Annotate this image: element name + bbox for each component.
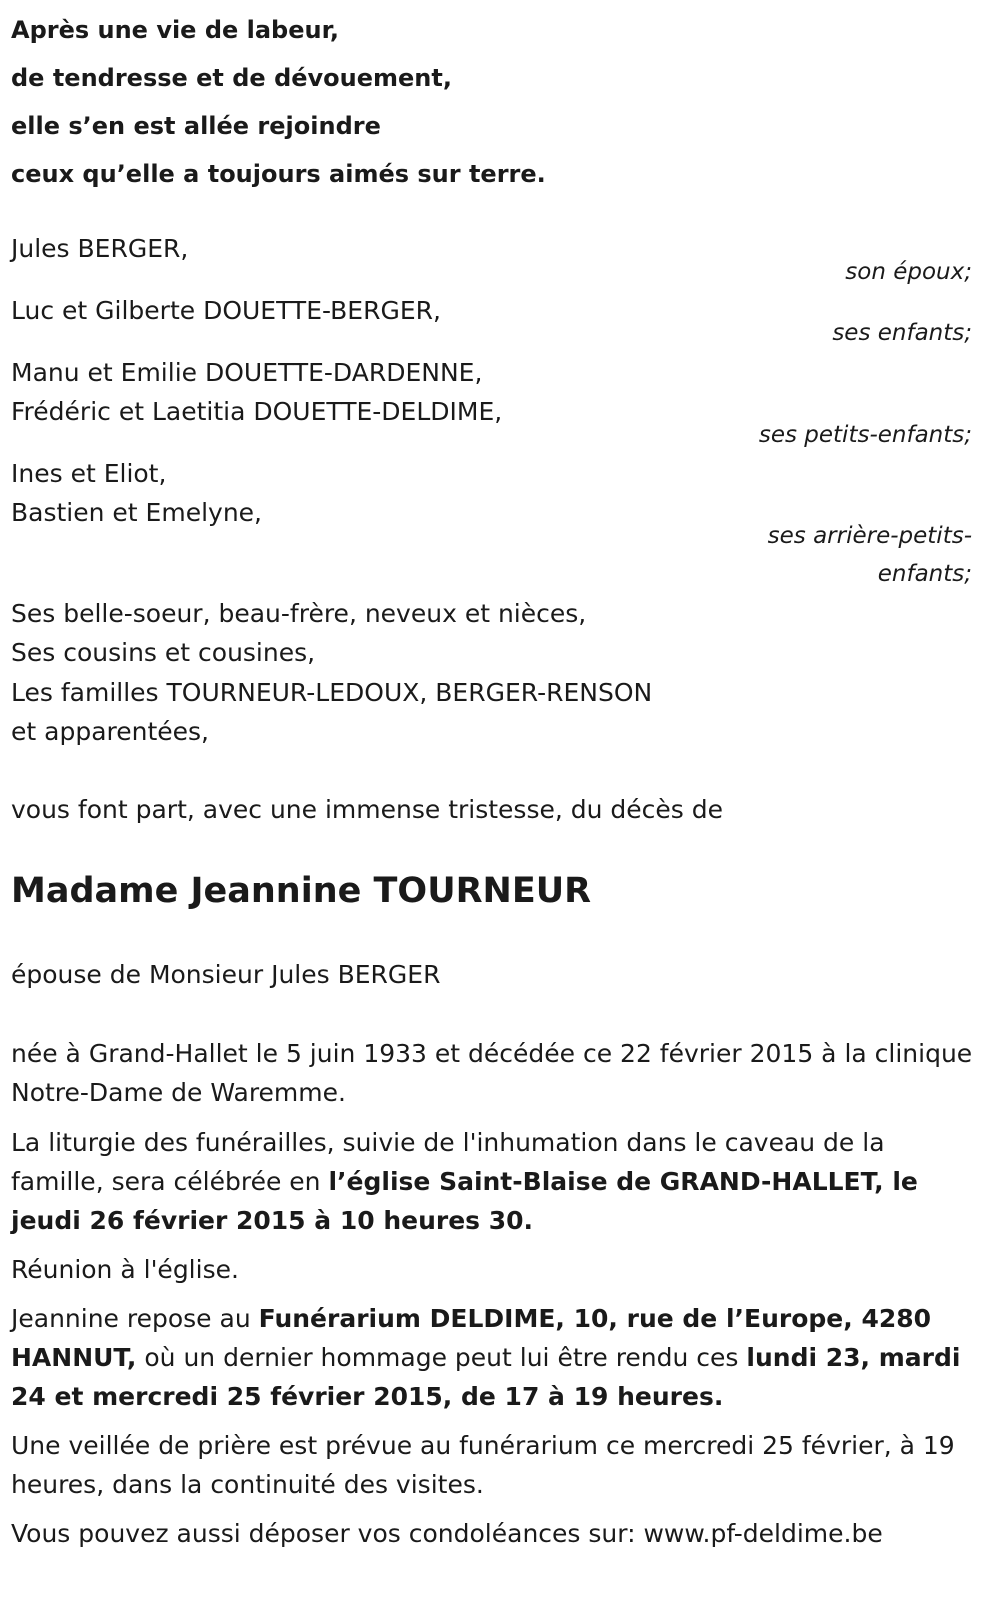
grandchildren-line: Frédéric et Laetitia DOUETTE-DELDIME,	[11, 397, 503, 426]
visitation-text: où un dernier hommage peut lui être rendu ces	[136, 1343, 747, 1372]
announcement: vous font part, avec une immense tristesse, du décès de	[11, 795, 724, 824]
funeral-details: l’église Saint-Blaise de GRAND-HALLET, le jeudi 26 février 2015 à 10 heures 30.	[11, 1167, 918, 1235]
poem-line: elle s’en est allée rejoindre	[11, 112, 381, 140]
poem-line: ceux qu’elle a toujours aimés sur terre.	[11, 160, 546, 188]
funeral-paragraph	[11, 1123, 976, 1240]
greatgrandchildren-line: Bastien et Emelyne,	[11, 498, 262, 527]
other-family-line: Ses cousins et cousines,	[11, 638, 316, 667]
spouse-relation: son époux;	[845, 259, 972, 285]
poem-line: Après une vie de labeur,	[11, 16, 340, 44]
greatgrandchildren-relation: ses arrière-petits-	[767, 523, 972, 549]
other-family-line: Ses belle-soeur, beau-frère, neveux et nièces,	[11, 599, 587, 628]
visitation-dates: lundi 23, mardi 24 et mercredi 25 février 2015, de 17 à 19 heures.	[11, 1343, 961, 1411]
vigil-paragraph: Une veillée de prière est prévue au funérarium ce mercredi 25 février, à 19 heures, dans la continuité des visites.	[11, 1431, 955, 1499]
funeral-home-address: Funérarium DELDIME, 10, rue de l’Europe, 4280 HANNUT,	[11, 1304, 932, 1372]
visitation-paragraph	[11, 1299, 976, 1416]
opening-poem	[11, 6, 546, 198]
spouse-line: épouse de Monsieur Jules BERGER	[11, 960, 441, 989]
greatgrandchildren-relation: enfants;	[877, 561, 972, 587]
children-name: Luc et Gilberte DOUETTE-BERGER,	[11, 296, 441, 325]
birth-death-paragraph: née à Grand-Hallet le 5 juin 1933 et décédée ce 22 février 2015 à la clinique Notre-Dame de Waremme.	[11, 1039, 973, 1107]
poem-line: de tendresse et de dévouement,	[11, 64, 452, 92]
funeral-text: La liturgie des funérailles, suivie de l'inhumation dans le caveau de la famille, sera célébrée en	[11, 1128, 885, 1196]
grandchildren-line: Manu et Emilie DOUETTE-DARDENNE,	[11, 358, 483, 387]
spouse-name: Jules BERGER,	[11, 234, 189, 263]
children-relation: ses enfants;	[832, 320, 972, 346]
other-family-line: et apparentées,	[11, 717, 209, 746]
grandchildren-relation: ses petits-enfants;	[758, 422, 972, 448]
greatgrandchildren-line: Ines et Eliot,	[11, 459, 167, 488]
condolences-paragraph: Vous pouvez aussi déposer vos condoléances sur: www.pf-deldime.be	[11, 1519, 883, 1548]
deceased-name: Madame Jeannine TOURNEUR	[11, 871, 592, 911]
visitation-text: Jeannine repose au	[11, 1304, 259, 1333]
other-family-line: Les familles TOURNEUR-LEDOUX, BERGER-RENSON	[11, 678, 653, 707]
meeting-paragraph: Réunion à l'église.	[11, 1255, 239, 1284]
